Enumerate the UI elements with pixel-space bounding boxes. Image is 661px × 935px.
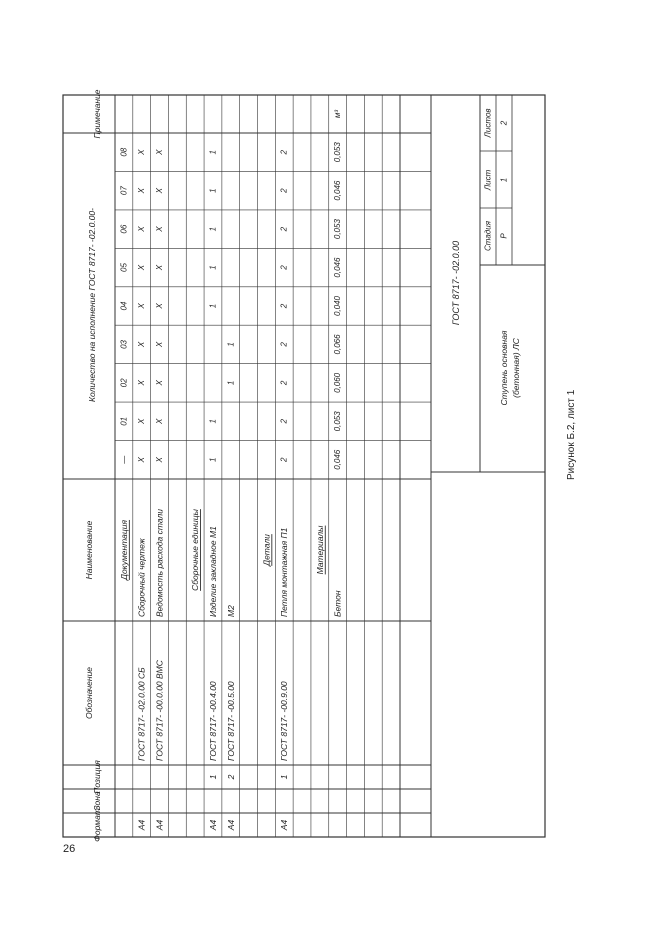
cell-quantity: 1	[208, 457, 218, 463]
cell-quantity: 1	[208, 188, 218, 193]
stage-value: Р	[499, 233, 509, 239]
cell-designation: ГОСТ 8717- -00.0.00 ВМС	[154, 660, 165, 761]
cell-designation: ГОСТ 8717- -02.0.00 СБ	[136, 667, 147, 761]
cell-quantity: 0,046	[333, 180, 343, 201]
cell-quantity: 0,053	[333, 142, 343, 163]
cell-quantity: X	[137, 418, 147, 425]
cell-quantity: X	[155, 264, 165, 271]
cell-quantity: X	[137, 149, 147, 155]
cell-quantity: 1	[208, 265, 218, 270]
cell-quantity: 0,053	[333, 411, 343, 432]
sheets-value: 2	[499, 120, 509, 126]
cell-quantity: 2	[279, 380, 289, 386]
variant-label: 08	[119, 147, 129, 157]
cell-format: А4	[136, 819, 147, 831]
cell-quantity: X	[155, 187, 165, 194]
cell-quantity: X	[155, 226, 165, 232]
variant-label: 06	[119, 224, 129, 234]
variant-label: 05	[119, 263, 129, 273]
cell-quantity: 1	[208, 419, 218, 424]
cell-position: 1	[279, 774, 290, 780]
cell-quantity: X	[155, 303, 165, 309]
cell-quantity: X	[155, 418, 165, 425]
cell-name: М2	[225, 605, 236, 617]
doc-title-line1: Ступень основная	[499, 330, 509, 406]
section-title: Материалы	[314, 525, 325, 575]
cell-position: 1	[207, 774, 218, 780]
variant-label: 04	[119, 301, 129, 311]
cell-quantity: 0,046	[333, 257, 343, 278]
cell-quantity: 1	[226, 342, 236, 347]
stage-label: Стадия	[483, 221, 493, 251]
cell-quantity: X	[155, 149, 165, 155]
variant-label: —	[119, 455, 129, 464]
header-name: Наименование	[84, 520, 94, 580]
header-zone: Зона	[92, 791, 102, 811]
header-position: Позиция	[92, 760, 102, 794]
sheet-frame	[63, 95, 545, 837]
header-note: Примечание	[92, 89, 102, 139]
cell-quantity: 2	[279, 149, 289, 155]
cell-format: А4	[154, 819, 165, 831]
cell-designation: ГОСТ 8717- -00.9.00	[279, 681, 290, 761]
cell-quantity: X	[137, 303, 147, 309]
cell-quantity: 1	[208, 226, 218, 232]
cell-quantity: X	[137, 380, 147, 386]
variant-label: 07	[119, 186, 129, 196]
cell-quantity: X	[137, 187, 147, 194]
cell-quantity: X	[155, 341, 165, 348]
cell-quantity: 2	[279, 303, 289, 309]
section-title: Документация	[118, 519, 129, 581]
section-title: Детали	[261, 534, 272, 566]
cell-format: А4	[207, 819, 218, 831]
cell-name: Изделие закладное М1	[207, 526, 218, 617]
cell-designation: ГОСТ 8717- -00.4.00	[207, 681, 218, 761]
header-quantity: Количество на исполнение ГОСТ 8717- -02.0.00-	[87, 208, 97, 402]
cell-quantity: 2	[279, 226, 289, 232]
figure-caption: Рисунок Б.2, лист 1	[566, 389, 577, 480]
cell-quantity: 0,053	[333, 219, 343, 240]
cell-quantity: 2	[279, 188, 289, 193]
cell-quantity: X	[155, 380, 165, 386]
cell-quantity: 1	[226, 380, 236, 386]
page-number: 26	[63, 843, 76, 855]
variant-label: 02	[119, 378, 129, 388]
header-format: Формат	[92, 808, 102, 842]
sheet-label: Лист	[483, 169, 493, 191]
cell-position: 2	[225, 774, 236, 780]
sheet-value: 1	[499, 177, 509, 183]
cell-quantity: X	[155, 457, 165, 463]
cell-quantity: 2	[279, 342, 289, 347]
cell-quantity: 0,040	[333, 295, 343, 317]
cell-quantity: 2	[279, 265, 289, 270]
cell-quantity: 2	[279, 419, 289, 424]
cell-quantity: X	[137, 341, 147, 348]
cell-quantity: 1	[208, 149, 218, 155]
section-title: Сборочные единицы	[190, 509, 201, 591]
cell-quantity: X	[137, 264, 147, 271]
cell-quantity: 0,046	[333, 449, 343, 470]
doc-title-line2: (бетонная) ЛС	[511, 338, 521, 398]
cell-quantity: X	[137, 457, 147, 463]
table-grid	[63, 95, 545, 837]
cell-quantity: 0,066	[333, 334, 343, 355]
cell-name: Ведомость расхода стали	[154, 508, 165, 617]
cell-name: Сборочный чертеж	[136, 538, 147, 617]
cell-name: Бетон	[332, 590, 343, 617]
variant-label: 01	[119, 416, 129, 426]
cell-note: м³	[333, 109, 343, 119]
cell-quantity: X	[137, 226, 147, 232]
cell-format: А4	[279, 819, 290, 831]
header-designation: Обозначение	[84, 666, 94, 720]
doc-code: ГОСТ 8717- -02.0.00	[451, 240, 461, 326]
table-text	[84, 89, 521, 842]
cell-name: Петля монтажная П1	[279, 527, 290, 617]
cell-quantity: 0,060	[333, 372, 343, 393]
cell-format: А4	[225, 819, 236, 831]
cell-designation: ГОСТ 8717- -00.5.00	[225, 681, 236, 761]
sheets-label: Листов	[483, 108, 493, 138]
variant-label: 03	[119, 339, 129, 349]
cell-quantity: 2	[279, 457, 289, 463]
cell-quantity: 1	[208, 303, 218, 309]
